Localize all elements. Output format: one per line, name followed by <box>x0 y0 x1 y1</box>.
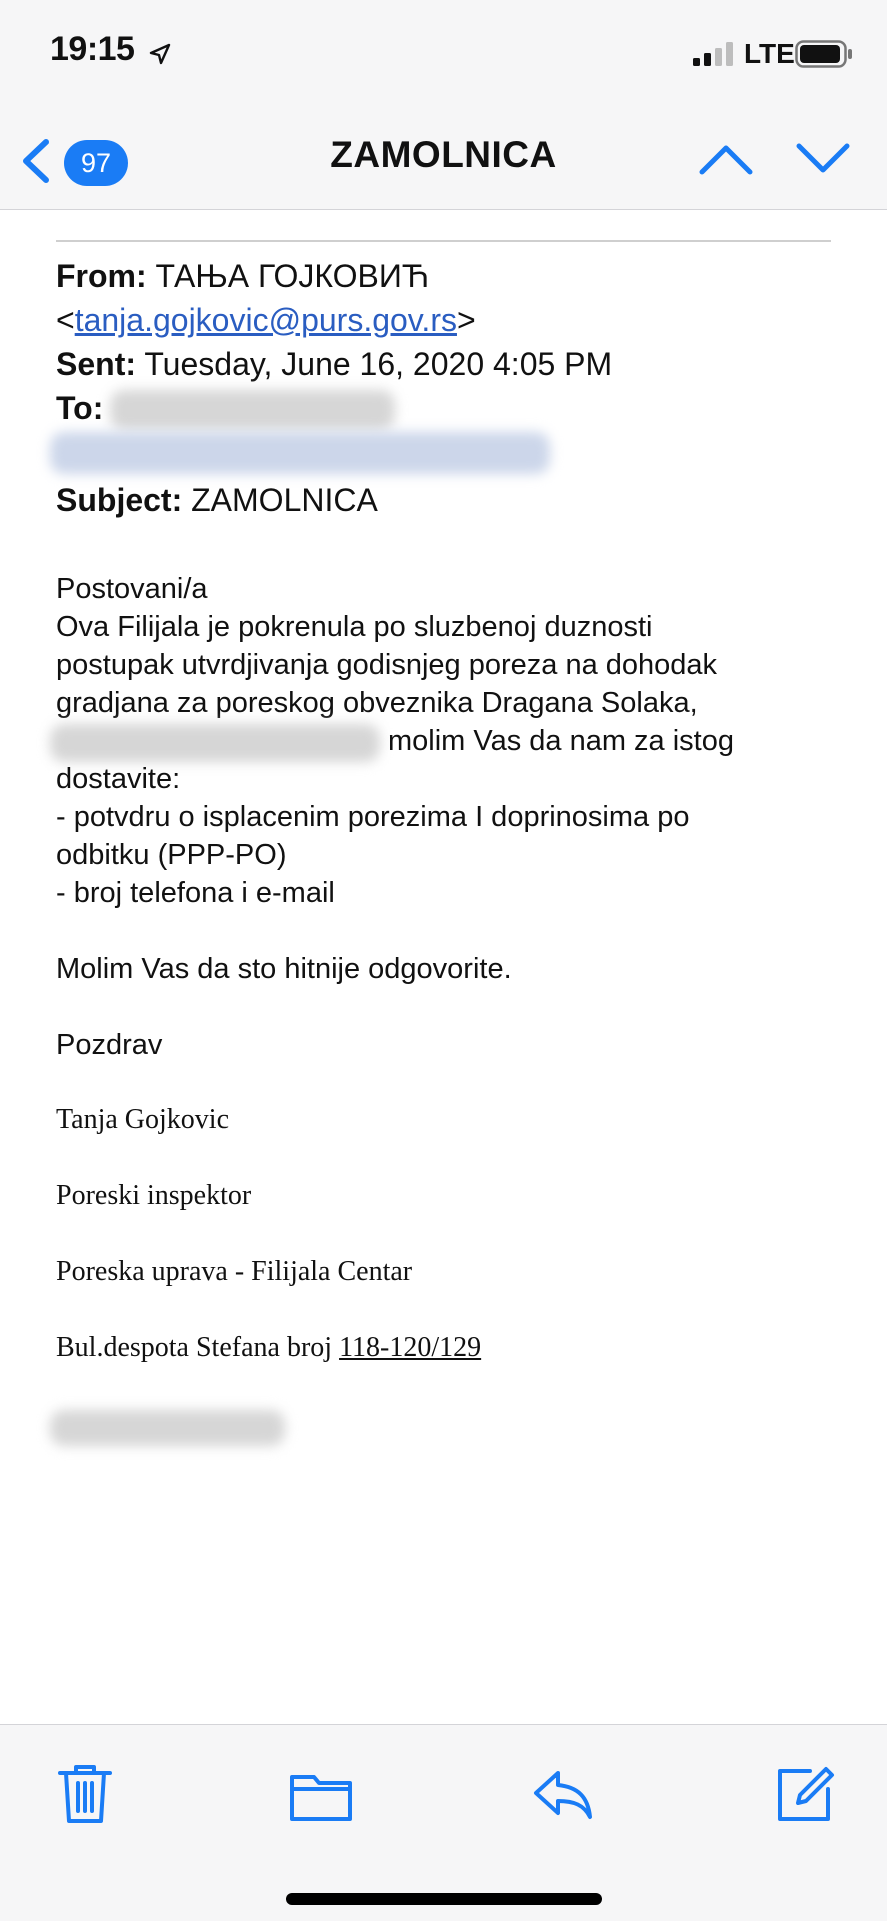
chevron-down-icon[interactable] <box>795 132 851 184</box>
nav-bar <box>0 110 887 210</box>
unread-count-badge: 97 <box>64 140 128 186</box>
message-content[interactable] <box>0 210 887 1725</box>
signal-icon <box>693 42 735 66</box>
location-arrow-icon <box>148 42 172 66</box>
back-chevron-icon <box>18 138 52 184</box>
back-button[interactable] <box>14 130 132 190</box>
body-line: - potvdru o isplacenim porezima I doprinosima po <box>56 801 690 833</box>
body-line: dostavite: <box>56 763 181 795</box>
trash-icon[interactable] <box>50 1759 120 1829</box>
body-line: molim Vas da nam za istog <box>388 725 734 757</box>
page-title: ZAMOLNICA <box>330 134 557 175</box>
battery-icon <box>795 40 853 68</box>
redacted-recipient-email <box>50 432 550 474</box>
body-line: gradjana za poreskog obveznika Dragana Solaka, <box>56 687 698 719</box>
body-line: odbitku (PPP-PO) <box>56 839 287 871</box>
body-line: - broj telefona i e-mail <box>56 877 335 909</box>
from-email-close: > <box>456 302 476 338</box>
folder-icon[interactable] <box>286 1759 356 1829</box>
subject-line <box>56 478 378 522</box>
redacted-taxpayer-id <box>50 724 380 762</box>
body-line: Molim Vas da sto hitnije odgovorite. <box>56 953 512 985</box>
address-prefix: Bul.despota Stefana broj <box>56 1332 340 1363</box>
body-line-closing: Pozdrav <box>56 1029 163 1061</box>
reply-icon[interactable] <box>528 1759 598 1829</box>
from-email-open: < <box>56 302 75 338</box>
sent-line <box>56 342 612 386</box>
network-label: LTE <box>744 38 795 69</box>
signature-address <box>56 1330 481 1366</box>
from-line <box>56 254 429 298</box>
address-number: 118-120/129 <box>339 1332 482 1363</box>
subject-label: Subject: <box>56 482 183 518</box>
compose-icon[interactable] <box>770 1759 840 1829</box>
body-line: postupak utvrdjivanja godisnjeg poreza na dohodak <box>56 649 718 681</box>
sent-value: Tuesday, June 16, 2020 4:05 PM <box>144 346 613 382</box>
subject-value: ZAMOLNICA <box>191 482 378 518</box>
status-bar <box>0 0 887 110</box>
signature-title: Poreski inspektor <box>56 1180 252 1211</box>
to-line <box>56 386 103 430</box>
body-line: Ova Filijala je pokrenula po sluzbenoj duznosti <box>56 611 653 643</box>
body-line-greeting: Postovani/a <box>56 573 208 605</box>
from-email-line <box>56 298 476 342</box>
status-time: 19:15 <box>50 30 135 68</box>
signature-name: Tanja Gojkovic <box>56 1104 229 1135</box>
redacted-phone <box>50 1410 285 1446</box>
bottom-toolbar <box>0 1724 887 1921</box>
home-indicator <box>286 1893 602 1905</box>
from-label: From: <box>56 258 147 294</box>
signature-office: Poreska uprava - Filijala Centar <box>56 1256 413 1287</box>
chevron-up-icon[interactable] <box>698 132 754 184</box>
from-email-link[interactable]: tanja.gojkovic@purs.gov.rs <box>74 302 457 338</box>
redacted-recipient-name <box>110 390 395 430</box>
to-label: To: <box>56 390 104 426</box>
sent-label: Sent: <box>56 346 136 382</box>
quote-divider <box>56 240 831 242</box>
from-name: ТАЊА ГОЈКОВИЋ <box>155 258 430 294</box>
